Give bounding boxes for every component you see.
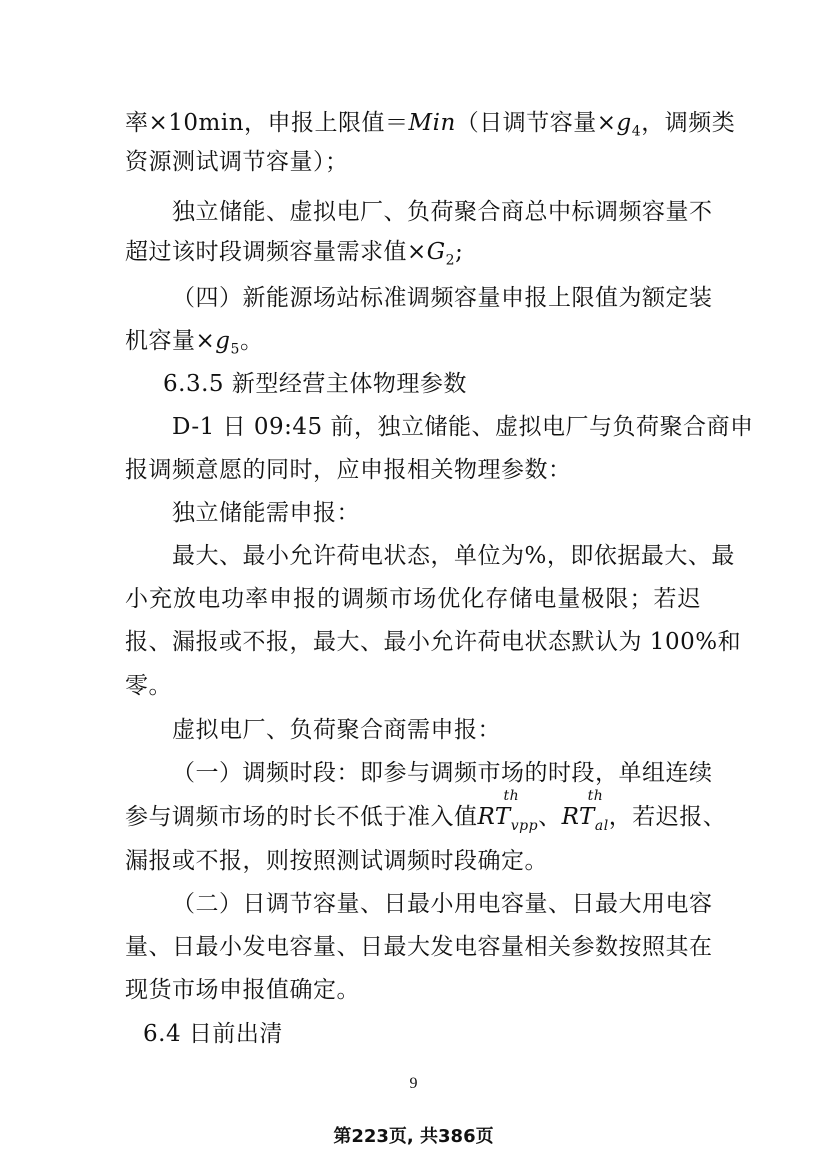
subscript: 4 xyxy=(631,123,642,140)
section-heading: 6.4 日前出清 xyxy=(143,1021,283,1047)
text-segment: （四）新能源场站标准调频容量申报上限值为额定装 xyxy=(172,285,713,311)
subscript: al xyxy=(594,818,609,834)
paragraph-line: 零。 xyxy=(125,673,172,699)
text-segment: （日调节容量× xyxy=(455,110,617,136)
paragraph-line xyxy=(172,541,735,571)
superscript: th xyxy=(587,788,604,804)
text-segment: 、 xyxy=(538,804,562,830)
text-segment: 超过该时段调频容量需求值× xyxy=(125,239,427,265)
paragraph-line: 资源测试调节容量）； xyxy=(125,149,349,175)
text-segment: 。 xyxy=(239,328,264,354)
formula-rt-vpp xyxy=(477,788,539,835)
paragraph-line: 现货市场申报值确定。 xyxy=(125,977,360,1003)
text-segment: 最大、最小允许荷电状态，单位为%，即依据最大、最 xyxy=(172,543,735,569)
paragraph-line: 报调频意愿的同时，应申报相关物理参数： xyxy=(125,457,572,483)
subscript: vpp xyxy=(510,818,539,834)
text-segment: D-1 日 09:45 前，独立储能、虚拟电厂与负荷聚合商申 xyxy=(172,414,754,440)
text-segment: 参与调频市场的时长不低于准入值 xyxy=(125,804,478,830)
paragraph-line xyxy=(172,889,713,919)
formula-symbol: RT xyxy=(561,804,595,830)
page-counter: 第223页, 共386页 xyxy=(333,1126,494,1147)
text-segment: 机容量× xyxy=(125,328,216,354)
paragraph-line: 独立储能需申报： xyxy=(172,500,360,526)
formula-G2: G xyxy=(426,239,446,265)
section-heading: 6.3.5 新型经营主体物理参数 xyxy=(163,371,467,397)
text-segment: ，调频类 xyxy=(641,110,736,136)
paragraph-line: 虚拟电厂、负荷聚合商需申报： xyxy=(172,717,501,743)
formula-symbol: RT xyxy=(477,804,511,830)
subscript: 2 xyxy=(445,252,456,269)
text-segment: （一）调频时段：即参与调频市场的时段，单组连续 xyxy=(172,760,713,786)
paragraph-line xyxy=(172,412,754,442)
formula-min: Min xyxy=(408,110,456,136)
paragraph-line xyxy=(172,758,713,788)
paragraph-line xyxy=(125,108,736,140)
paragraph-line xyxy=(125,326,701,356)
paragraph-line xyxy=(125,788,727,835)
paragraph-line: 小充放电功率申报的调频市场优化存储电量极限；若迟 xyxy=(125,586,701,612)
paragraph-line xyxy=(172,283,713,313)
formula-g5: g xyxy=(215,328,231,354)
paragraph-line: 量、日最小发电容量、日最大发电容量相关参数按照其在 xyxy=(125,934,713,960)
paragraph-line xyxy=(125,237,701,267)
paragraph-line xyxy=(172,197,713,227)
subscript: 5 xyxy=(230,341,240,358)
text-segment: 率×10min，申报上限值＝ xyxy=(125,110,409,136)
paragraph-line: 报、漏报或不报，最大、最小允许荷电状态默认为 100%和 xyxy=(125,629,742,655)
text-segment: ，若迟报、 xyxy=(608,804,727,830)
text-segment: （二）日调节容量、日最小用电容量、日最大用电容 xyxy=(172,891,713,917)
paragraph-line: 漏报或不报，则按照测试调频时段确定。 xyxy=(125,848,548,874)
formula-g4: g xyxy=(616,110,632,136)
page-number: 9 xyxy=(409,1075,418,1092)
superscript: th xyxy=(503,788,520,804)
text-segment: ; xyxy=(455,239,464,265)
text-segment: 独立储能、虚拟电厂、负荷聚合商总中标调频容量不 xyxy=(172,199,713,225)
formula-rt-al xyxy=(561,788,609,835)
